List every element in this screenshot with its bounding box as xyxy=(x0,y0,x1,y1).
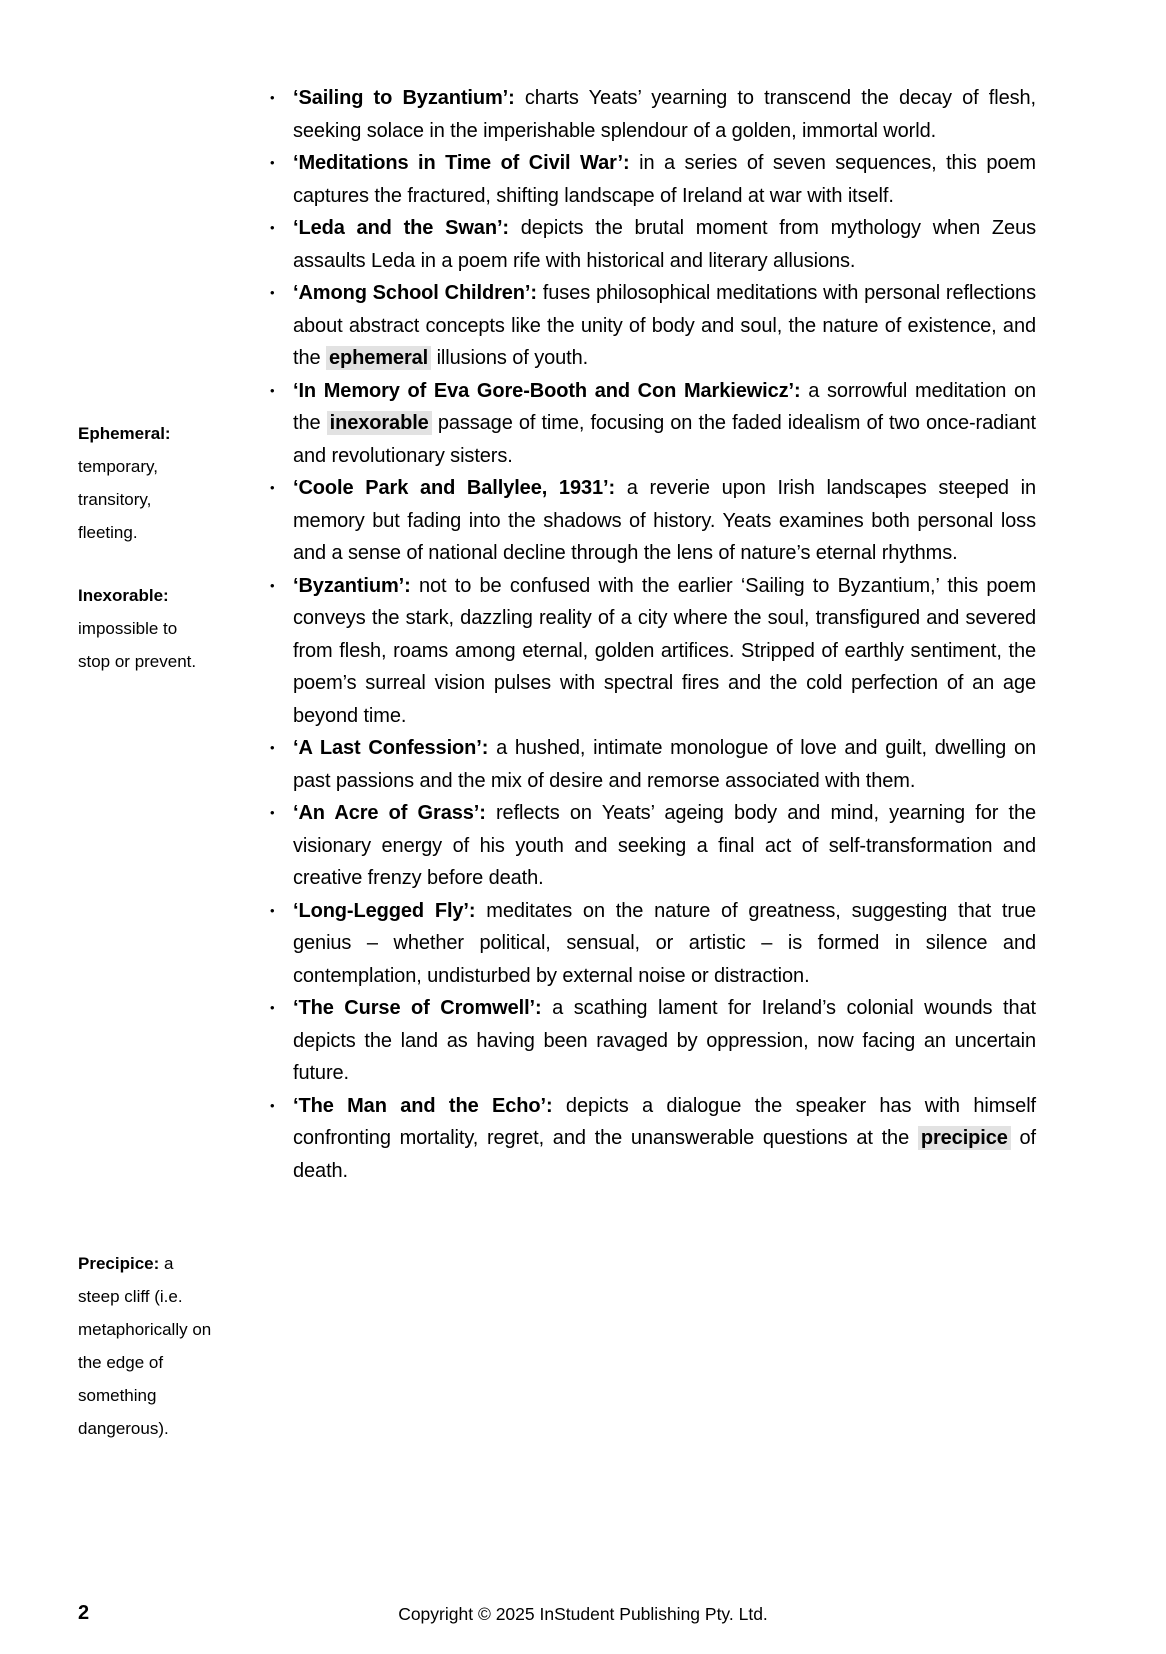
bullet-item xyxy=(268,472,1036,570)
bullet-icon: • xyxy=(270,285,275,300)
margin-term: Precipice: xyxy=(78,1254,160,1273)
bullet-item xyxy=(268,732,1036,797)
bullet-icon: • xyxy=(270,902,275,918)
bullet-text xyxy=(293,895,1036,993)
poem-title: ‘An Acre of Grass’: xyxy=(293,802,486,824)
highlighted-term: inexorable xyxy=(327,411,432,435)
bullet-text xyxy=(293,1090,1036,1188)
summary-text: fuses philosophical meditations with personal reflections about abstract concepts like the unity of body and soul, the nature of existence, and the xyxy=(293,282,1036,369)
bullet-icon: • xyxy=(270,90,275,105)
poem-title: ‘In Memory of Eva Gore-Booth and Con Markiewicz’: xyxy=(293,379,801,402)
page-number: 2 xyxy=(78,1602,90,1624)
bullet-text xyxy=(293,212,1036,277)
poem-title: ‘Long-Legged Fly’: xyxy=(293,899,476,922)
bullet-item xyxy=(268,797,1036,895)
bullet-item xyxy=(268,277,1036,375)
summary-text: reflects on Yeats’ ageing body and mind, yearning for the visionary energy of his youth and seeking a final act of self-transformation and creative frenzy before death. xyxy=(293,802,1036,889)
bullet-item xyxy=(268,895,1036,993)
margin-note-ephemeral xyxy=(78,417,212,549)
margin-term: Inexorable: xyxy=(78,586,169,605)
summary-text: a hushed, intimate monologue of love and guilt, dwelling on past passions and the mix of desire and remorse associated with them. xyxy=(293,737,1036,792)
summary-text: a sorrowful meditation on the xyxy=(293,379,1036,434)
summary-text: of death. xyxy=(293,1127,1036,1182)
bullet-text xyxy=(293,992,1036,1090)
margin-note-precipice xyxy=(78,1247,212,1445)
summary-text: illusions of youth. xyxy=(431,347,589,369)
summary-text: a reverie upon Irish landscapes steeped in memory but fading into the shadows of history. Yeats examines both personal loss and a sense of national decline through the lens of nature’s eternal rhythms. xyxy=(293,477,1036,564)
poem-title: ‘Meditations in Time of Civil War’: xyxy=(293,152,630,174)
poem-title: ‘Coole Park and Ballylee, 1931’: xyxy=(293,477,616,499)
bullet-text xyxy=(293,147,1036,212)
bullet-text xyxy=(293,375,1036,473)
bullet-icon: • xyxy=(270,382,275,398)
margin-definition: temporary, transitory, fleeting. xyxy=(78,457,158,542)
poem-title: ‘Leda and the Swan’: xyxy=(293,217,509,239)
bullet-item xyxy=(268,570,1036,733)
bullet-icon: • xyxy=(270,220,275,235)
poem-summaries-list xyxy=(268,82,1036,1187)
summary-text: charts Yeats’ yearning to transcend the decay of flesh, seeking solace in the imperishable splendour of a golden, immortal world. xyxy=(293,87,1036,142)
bullet-icon: • xyxy=(270,1000,275,1015)
poem-title: ‘A Last Confession’: xyxy=(293,737,489,759)
bullet-icon: • xyxy=(270,740,275,755)
margin-definition: impossible to stop or prevent. xyxy=(78,619,197,671)
bullet-icon: • xyxy=(270,805,275,820)
poem-title: ‘Among School Children’: xyxy=(293,282,537,304)
copyright-text: Copyright © 2025 InStudent Publishing Pty. Ltd. xyxy=(398,1604,768,1624)
summary-text: passage of time, focusing on the faded idealism of two once-radiant and revolutionary sisters. xyxy=(293,412,1036,467)
bullet-item xyxy=(268,375,1036,473)
poem-title: ‘Byzantium’: xyxy=(293,574,411,597)
poem-title: ‘The Curse of Cromwell’: xyxy=(293,997,542,1019)
bullet-text xyxy=(293,472,1036,570)
bullet-icon: • xyxy=(270,577,275,593)
bullet-item xyxy=(268,212,1036,277)
summary-text: depicts the brutal moment from mythology when Zeus assaults Leda in a poem rife with historical and literary allusions. xyxy=(293,217,1036,272)
summary-text: depicts a dialogue the speaker has with himself confronting mortality, regret, and the unanswerable questions at the xyxy=(293,1094,1036,1149)
bullet-icon: • xyxy=(270,155,275,170)
summary-text: in a series of seven sequences, this poem captures the fractured, shifting landscape of Ireland at war with itself. xyxy=(293,152,1036,207)
bullet-item xyxy=(268,992,1036,1090)
highlighted-term: ephemeral xyxy=(326,346,431,370)
bullet-item xyxy=(268,1090,1036,1188)
bullet-icon: • xyxy=(270,480,275,495)
margin-term: Ephemeral: xyxy=(78,424,171,443)
bullet-text xyxy=(293,82,1036,147)
highlighted-term: precipice xyxy=(918,1126,1011,1150)
margin-definition: a steep cliff (i.e. metaphorically on the edge of something dangerous). xyxy=(78,1254,212,1438)
bullet-text xyxy=(293,277,1036,375)
bullet-item xyxy=(268,82,1036,147)
poem-title: ‘The Man and the Echo’: xyxy=(293,1094,553,1117)
bullet-icon: • xyxy=(270,1097,275,1113)
summary-text: not to be confused with the earlier ‘Sailing to Byzantium,’ this poem conveys the stark, dazzling reality of a city where the soul, transfigured and severed from flesh, roams among eternal, golden artifices. Stripped of earthly sentiment, the poem’s surreal vision pulses with spectral fires and the cold perfection of an age beyond time. xyxy=(293,574,1036,727)
bullet-text xyxy=(293,570,1036,733)
summary-text: meditates on the nature of greatness, suggesting that true genius – whether political, sensual, or artistic – is formed in silence and contemplation, undisturbed by external noise or distraction. xyxy=(293,899,1036,987)
bullet-text xyxy=(293,797,1036,895)
bullet-item xyxy=(268,147,1036,212)
margin-note-inexorable xyxy=(78,579,212,678)
summary-text: a scathing lament for Ireland’s colonial wounds that depicts the land as having been ravaged by oppression, now facing an uncertain future. xyxy=(293,997,1036,1084)
page-footer xyxy=(0,1600,1166,1630)
bullet-text xyxy=(293,732,1036,797)
poem-title: ‘Sailing to Byzantium’: xyxy=(293,87,515,109)
